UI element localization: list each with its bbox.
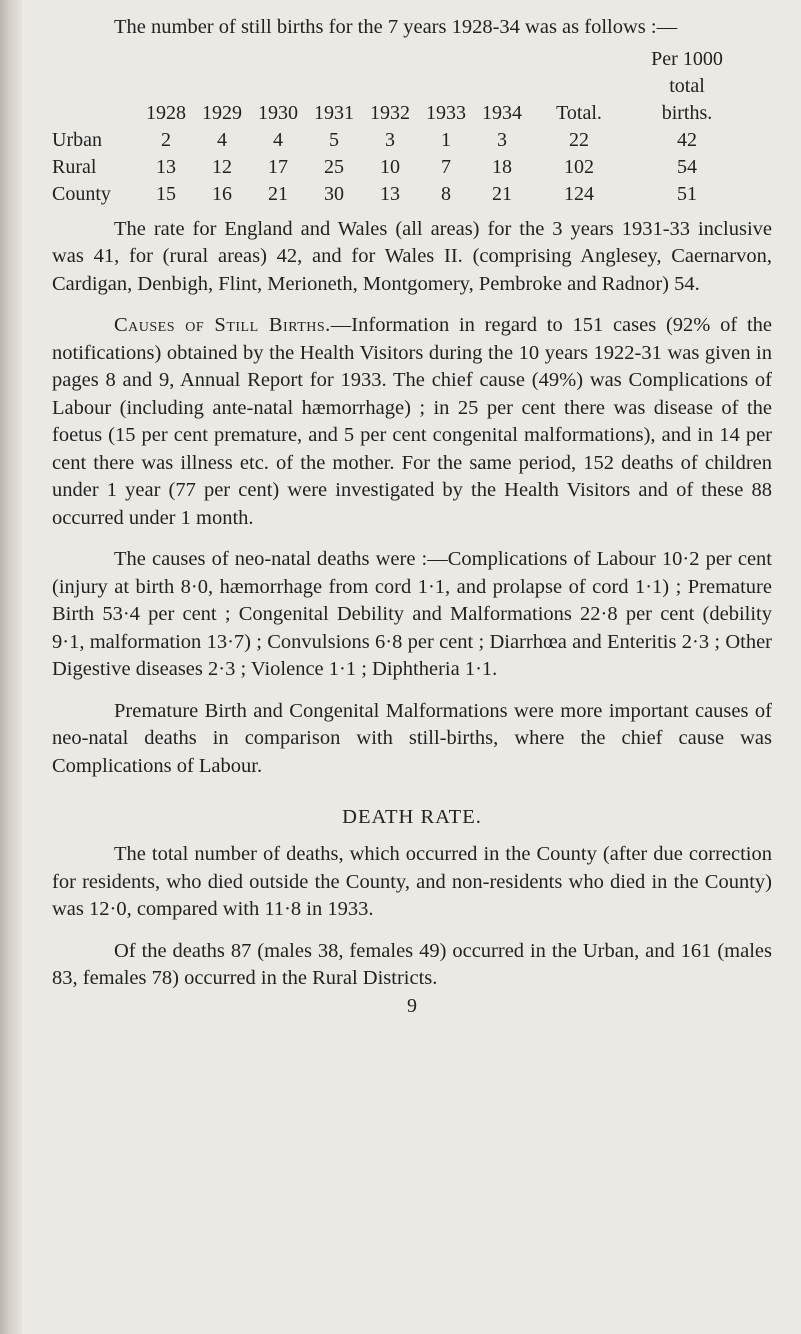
rate-paragraph: The rate for England and Wales (all areas) for the 3 years 1931-33 inclusive was 41, for (rural areas) 42, and for Wales II. (comprising Anglesey, Caernarvon, Cardigan, Denbigh, Flint, Merioneth, Montgomery, Pembroke and Radnor) 54.: [52, 217, 772, 295]
row-label: County: [52, 182, 111, 205]
table-cell: 1: [441, 128, 451, 151]
col-1932: 1932: [370, 101, 410, 124]
table-cell: 13: [156, 155, 176, 178]
table-cell: 5: [329, 128, 339, 151]
col-1930: 1930: [258, 101, 298, 124]
death-breakdown-paragraph: Of the deaths 87 (males 38, females 49) occurred in the Urban, and 161 (males 83, females 78) occurred in the Rural Districts.: [52, 939, 772, 989]
table-cell: 22: [569, 128, 589, 151]
table-cell: 2: [161, 128, 171, 151]
table-cell: 3: [497, 128, 507, 151]
table-cell: 16: [212, 182, 232, 205]
table-header-row: [52, 46, 746, 127]
table-cell: 21: [268, 182, 288, 205]
page-edge-shadow: [0, 0, 22, 1334]
table-cell: 54: [677, 155, 697, 178]
table-cell: 10: [380, 155, 400, 178]
table-cell: 21: [492, 182, 512, 205]
table-cell: 18: [492, 155, 512, 178]
table-cell: 3: [385, 128, 395, 151]
col-per-1000: [628, 46, 746, 127]
per-1000-line2: total: [669, 74, 705, 97]
table-cell: 7: [441, 155, 451, 178]
row-label: Rural: [52, 155, 97, 178]
table-cell: 13: [380, 182, 400, 205]
table-cell: 12: [212, 155, 232, 178]
col-1933: 1933: [426, 101, 466, 124]
table-row: [52, 127, 746, 154]
col-1934: 1934: [482, 101, 522, 124]
col-1929: 1929: [202, 101, 242, 124]
page-content: [52, 14, 772, 1018]
table-cell: 30: [324, 182, 344, 205]
table-row: [52, 154, 746, 181]
table-cell: 124: [564, 182, 594, 205]
death-rate-heading: DEATH RATE.: [342, 806, 482, 828]
death-total-paragraph: The total number of deaths, which occurred in the County (after due correction for residents, who died outside the County, and non-residents who died in the County) was 12·0, compared with 11·8 in 1933.: [52, 843, 772, 920]
col-1931: 1931: [314, 101, 354, 124]
table-row: [52, 181, 746, 208]
still-births-table: [52, 46, 746, 208]
row-label: Urban: [52, 128, 102, 151]
causes-text: —Information in regard to 151 cases (92% of the notifications) obtained by the Health Visitors during the 10 years 1922-31 was given in pages 8 and 9, Annual Report for 1933. The chief cause (49%) was Complications of Labour (including ante-natal hæmorrhage) ; in 25 per cent there was disease of the foetus (15 per cent premature, and 5 per cent congenital malformations), and in 14 per cent there was illness etc. of the mother. For the same period, 152 deaths of children under 1 year (77 per cent) were investigated by the Health Visitors and of these 88 occurred under 1 month.: [52, 314, 772, 529]
table-cell: 42: [677, 128, 697, 151]
table-cell: 15: [156, 182, 176, 205]
per-1000-line1: Per 1000: [651, 47, 723, 70]
page-number: 9: [407, 994, 417, 1017]
premature-paragraph: Premature Birth and Congenital Malformations were more important causes of neo-natal deaths in comparison with still-births, where the chief cause was Complications of Labour.: [52, 699, 772, 777]
table-cell: 102: [564, 155, 594, 178]
table-cell: 4: [273, 128, 283, 151]
table-cell: 17: [268, 155, 288, 178]
intro-paragraph: The number of still births for the 7 years 1928-34 was as follows :—: [114, 16, 678, 38]
table-cell: 51: [677, 182, 697, 205]
per-1000-line3: births.: [661, 101, 713, 124]
table-cell: 25: [324, 155, 344, 178]
col-1928: 1928: [146, 101, 186, 124]
table-cell: 4: [217, 128, 227, 151]
causes-heading: Causes of Still Births.: [114, 314, 331, 336]
causes-paragraph: [52, 312, 772, 532]
table-cell: 8: [441, 182, 451, 205]
col-total: Total.: [556, 101, 602, 124]
neonatal-paragraph: The causes of neo-natal deaths were :—Complications of Labour 10·2 per cent (injury at birth 8·0, hæmorrhage from cord 1·1, and prolapse of cord 1·1) ; Premature Birth 53·4 per cent ; Congenital Debility and Malformations 22·8 per cent (debility 9·1, malformation 13·7) ; Convulsions 6·8 per cent ; Diarrhœa and Enteritis 2·3 ; Other Digestive diseases 2·3 ; Violence 1·1 ; Diphtheria 1·1.: [52, 548, 772, 680]
